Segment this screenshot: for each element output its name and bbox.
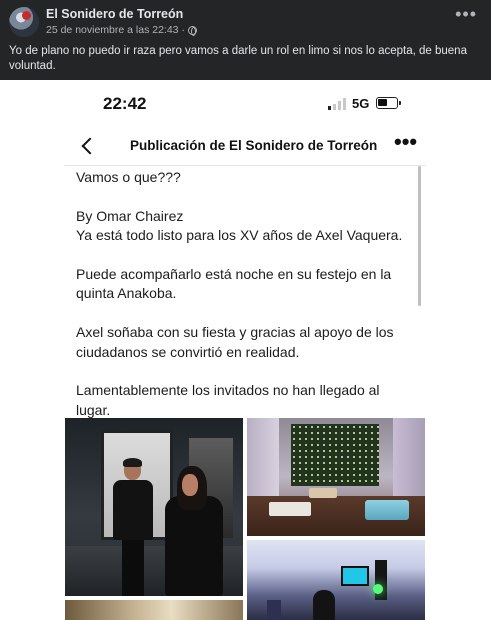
nav-title: Publicación de El Sonidero de Torreón — [130, 138, 378, 153]
network-type: 5G — [352, 96, 370, 111]
page-name-link[interactable]: El Sonidero de Torreón — [46, 7, 184, 21]
post-header — [0, 0, 491, 80]
photo-entrance-people — [65, 418, 243, 596]
phone-status-bar — [0, 80, 491, 130]
avatar-figure — [22, 11, 31, 20]
shared-screenshot[interactable] — [0, 80, 491, 620]
globe-icon — [188, 26, 197, 35]
text-line: Axel soñaba con su fiesta y gracias al apoyo de los — [76, 324, 394, 341]
text-line: ciudadanos se convirtió en realidad. — [76, 343, 300, 360]
text-line: Puede acompañarlo está noche en su festejo en la — [76, 266, 392, 282]
back-arrow-icon — [78, 134, 100, 158]
text-line: By Omar Chairez — [76, 207, 184, 224]
post-timestamp[interactable]: 25 de noviembre a las 22:43 — [46, 24, 179, 36]
text-line: lugar. — [76, 401, 111, 418]
phone-nav-bar — [64, 130, 426, 166]
page-avatar[interactable] — [9, 7, 39, 37]
photo-bottom-partial — [65, 600, 243, 620]
nav-more-icon: ••• — [394, 129, 418, 154]
shared-post-text — [76, 168, 416, 420]
photo-party-table — [247, 418, 425, 536]
text-line: Lamentablemente los invitados no han llegado al — [76, 382, 380, 399]
text-line: Vamos o que??? — [76, 169, 181, 185]
text-line: Ya está todo listo para los XV años de Axel Vaquera. — [76, 227, 403, 244]
battery-icon — [376, 97, 398, 109]
text-line: quinta Anakoba. — [76, 285, 177, 302]
meta-separator: · — [181, 24, 186, 36]
post-caption: Yo de plano no puedo ir raza pero vamos a darle un rol en limo si nos lo acepta, de buena voluntad. — [9, 45, 467, 72]
post-meta — [46, 24, 197, 36]
post-options-button[interactable]: ••• — [455, 4, 477, 24]
phone-scrollbar — [418, 166, 421, 306]
signal-icon — [328, 98, 346, 110]
photo-dj-room — [247, 540, 425, 620]
status-time: 22:42 — [103, 94, 147, 113]
